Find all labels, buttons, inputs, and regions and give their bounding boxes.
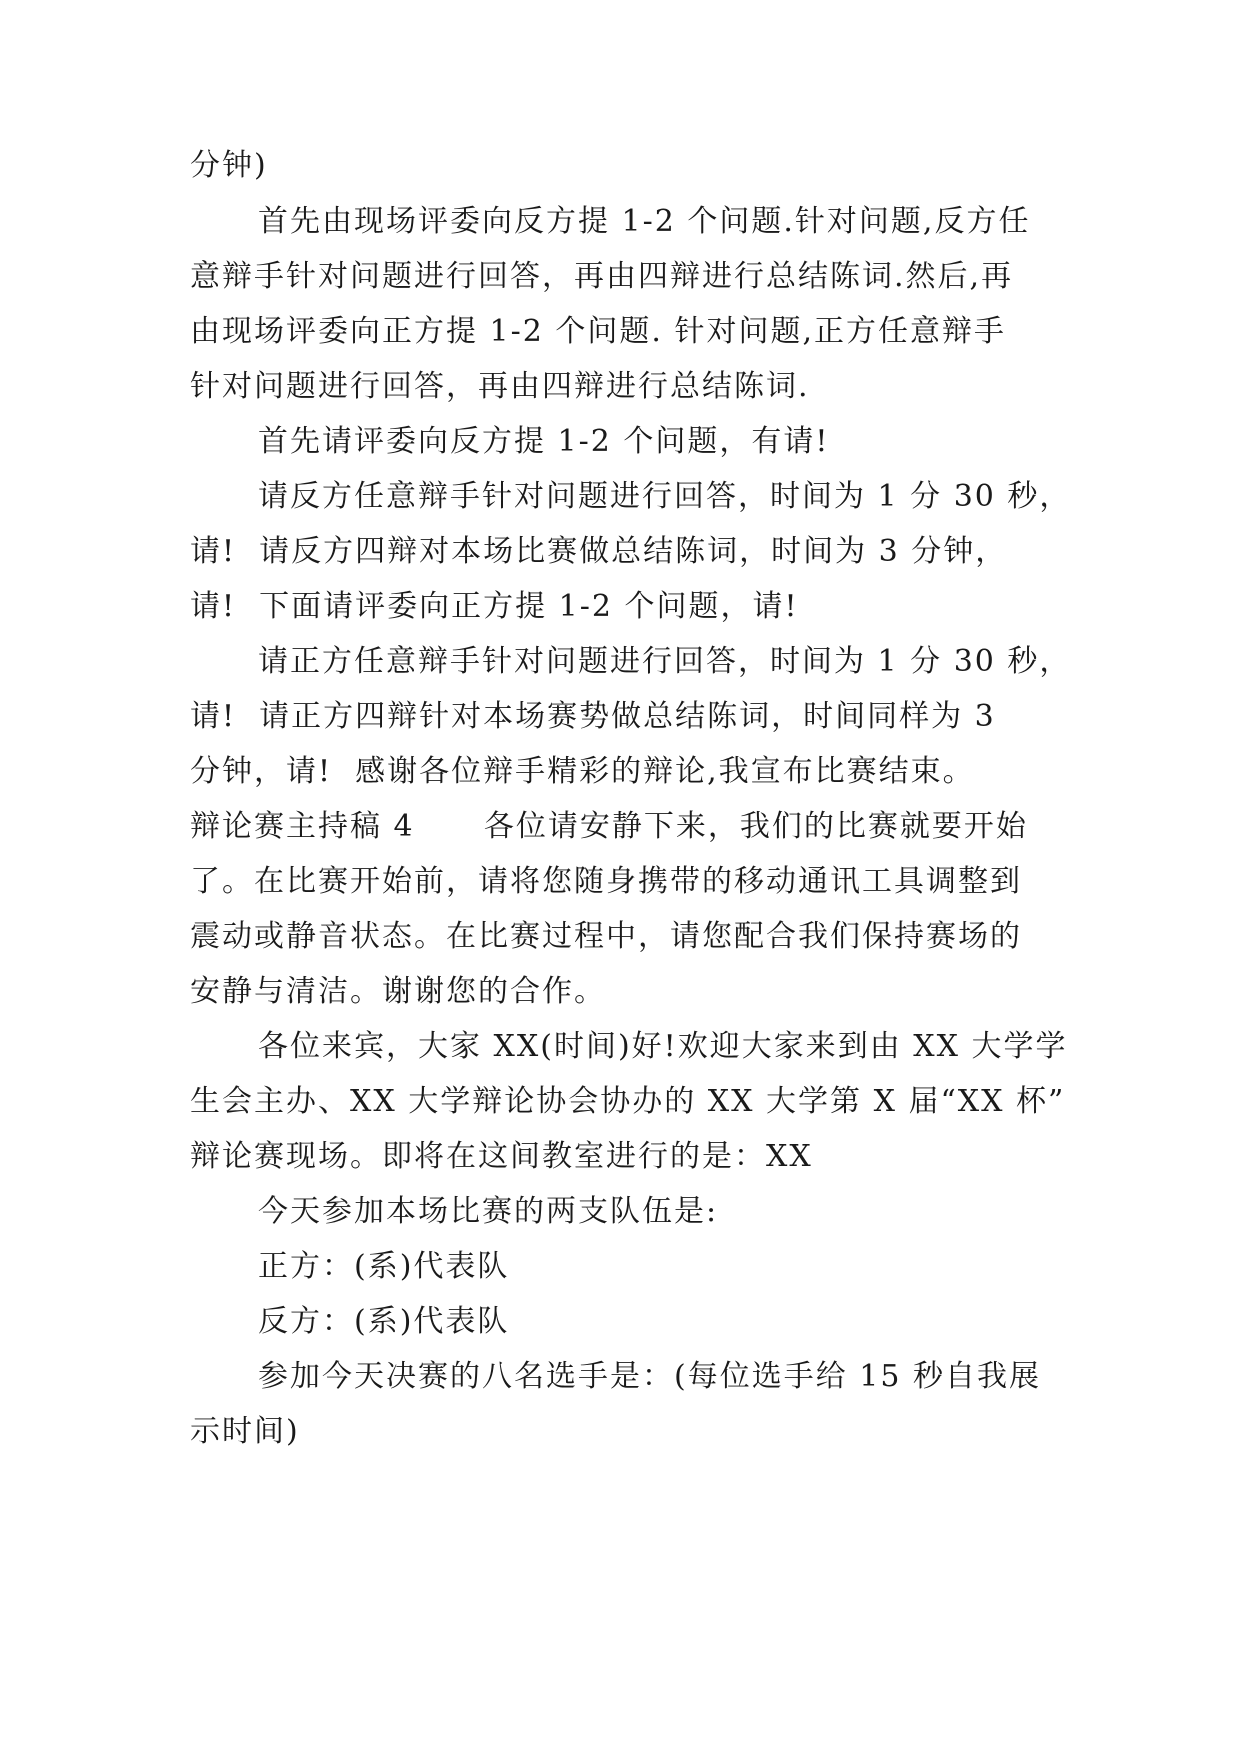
text-line: 今天参加本场比赛的两支队伍是: bbox=[258, 1194, 719, 1229]
text-line: 安静与清洁。谢谢您的合作。 bbox=[190, 974, 606, 1009]
text-line: 正方：(系)代表队 bbox=[258, 1249, 510, 1284]
text-line: 首先请评委向反方提 1-2 个问题，有请! bbox=[258, 424, 830, 459]
text-line: 参加今天决赛的八名选手是：(每位选手给 15 秒自我展 bbox=[258, 1359, 1041, 1394]
text-line: 请! 下面请评委向正方提 1-2 个问题，请! bbox=[190, 589, 799, 624]
text-line: 反方：(系)代表队 bbox=[258, 1304, 510, 1339]
text-line: 意辩手针对问题进行回答，再由四辩进行总结陈词.然后,再 bbox=[190, 259, 1014, 294]
text-line: 分钟，请! 感谢各位辩手精彩的辩论,我宣布比赛结束。 bbox=[190, 754, 975, 789]
section-heading-line: 辩论赛主持稿 4 各位请安静下来，我们的比赛就要开始 bbox=[190, 809, 1028, 844]
text-line: 震动或静音状态。在比赛过程中，请您配合我们保持赛场的 bbox=[190, 919, 1022, 954]
text-line: 请正方任意辩手针对问题进行回答，时间为 1 分 30 秒， bbox=[258, 644, 1072, 679]
text-line: 针对问题进行回答，再由四辩进行总结陈词. bbox=[190, 369, 810, 404]
text-line: 请! 请正方四辩针对本场赛势做总结陈词，时间同样为 3 bbox=[190, 699, 996, 734]
text-line: 首先由现场评委向反方提 1-2 个问题.针对问题,反方任 bbox=[258, 204, 1031, 239]
text-line: 请! 请反方四辩对本场比赛做总结陈词，时间为 3 分钟， bbox=[190, 534, 1008, 569]
text-line: 示时间) bbox=[190, 1414, 300, 1449]
text-line: 辩论赛现场。即将在这间教室进行的是：XX bbox=[190, 1139, 813, 1174]
text-line: 了。在比赛开始前，请将您随身携带的移动通讯工具调整到 bbox=[190, 864, 1022, 899]
text-line: 请反方任意辩手针对问题进行回答，时间为 1 分 30 秒， bbox=[258, 479, 1072, 514]
text-line: 分钟) bbox=[190, 148, 268, 183]
text-line: 各位来宾，大家 XX(时间)好!欢迎大家来到由 XX 大学学 bbox=[258, 1029, 1068, 1064]
text-line: 生会主办、XX 大学辩论协会协办的 XX 大学第 X 届“XX 杯” bbox=[190, 1084, 1066, 1119]
text-line: 由现场评委向正方提 1-2 个问题. 针对问题,正方任意辩手 bbox=[190, 314, 1006, 349]
